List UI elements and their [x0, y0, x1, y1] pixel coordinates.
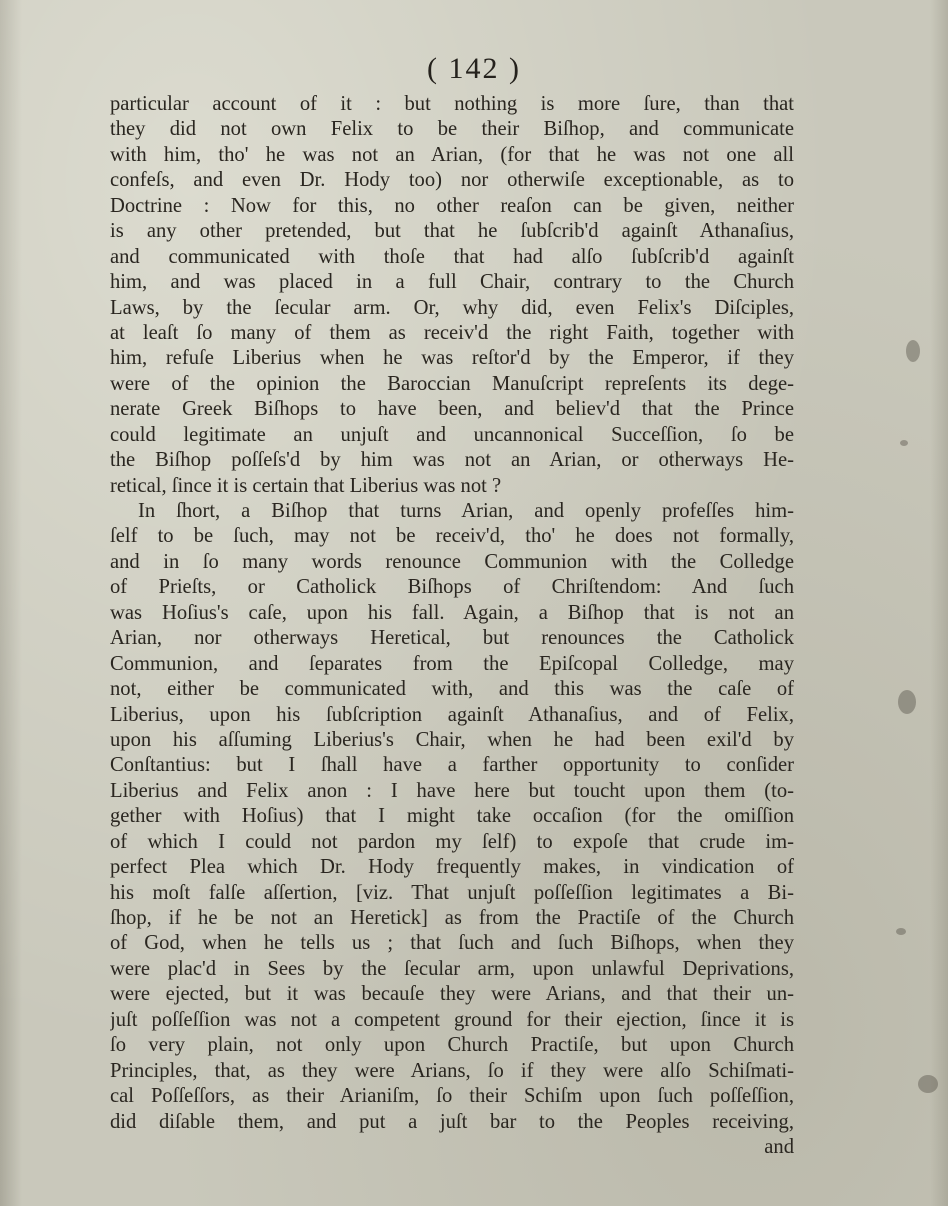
text-line: ſhop, if he be not an Heretick] as from the Practiſe of the Church [110, 907, 794, 929]
text-line: Communion, and ſeparates from the Epiſcopal Colledge, may [110, 652, 794, 675]
text-line: of Prieſts, or Catholick Biſhops of Chriſtendom: And ſuch [110, 576, 794, 599]
text-line: not, either be communicated with, and this was the caſe of [110, 678, 794, 701]
text-line: ſo very plain, not only upon Church Practiſe, but upon Church [110, 1034, 794, 1057]
text-line: Conſtantius: but I ſhall have a farther opportunity to conſider [110, 754, 794, 777]
text-line: they did not own Felix to be their Biſhop, and communicate [110, 118, 794, 141]
text-line: confeſs, and even Dr. Hody too) nor otherwiſe exceptionable, as to [110, 169, 794, 192]
text-line: and communicated with thoſe that had alſo ſubſcrib'd againſt [110, 245, 794, 268]
text-line: perfect Plea which Dr. Hody frequently makes, in vindication of [110, 856, 794, 879]
text-line: Principles, that, as they were Arians, ſo if they were alſo Schiſmati- [110, 1059, 794, 1082]
page-number: ( 142 ) [427, 52, 521, 85]
text-line: ſelf to be ſuch, may not be receiv'd, tho' he does not formally, [110, 525, 794, 548]
text-line: Arian, nor otherways Heretical, but renounces the Catholick [110, 627, 794, 650]
body-text [110, 92, 794, 1160]
catchword: and [764, 1135, 794, 1158]
text-line: at leaſt ſo many of them as receiv'd the right Faith, together with [110, 321, 794, 344]
text-line: nerate Greek Biſhops to have been, and believ'd that the Prince [110, 398, 794, 421]
text-line: Liberius, upon his ſubſcription againſt Athanaſius, and of Felix, [110, 703, 794, 726]
text-line: retical, ſince it is certain that Liberius was not ? [110, 474, 502, 497]
text-line: with him, tho' he was not an Arian, (for that he was not one all [110, 143, 794, 166]
text-line: was Hoſius's caſe, upon his fall. Again, a Biſhop that is not an [110, 601, 794, 624]
text-line: gether with Hoſius) that I might take occaſion (for the omiſſion [110, 805, 794, 828]
text-line: could legitimate an unjuſt and uncannonical Succeſſion, ſo be [110, 423, 794, 446]
ink-smudge [918, 1075, 938, 1093]
text-line: his moſt falſe aſſertion, [viz. That unjuſt poſſeſſion legitimates a Bi- [110, 881, 794, 904]
text-line: and in ſo many words renounce Communion with the Colledge [110, 550, 794, 573]
text-line: juſt poſſeſſion was not a competent ground for their ejection, ſince it is [110, 1008, 794, 1031]
ink-smudge [898, 690, 916, 714]
text-line: of God, when he tells us ; that ſuch and ſuch Biſhops, when they [110, 932, 794, 955]
text-line: In ſhort, a Biſhop that turns Arian, and openly profeſſes him- [138, 500, 794, 522]
text-line: were plac'd in Sees by the ſecular arm, upon unlawful Deprivations, [110, 957, 794, 980]
ink-smudge [900, 440, 908, 446]
text-line: Laws, by the ſecular arm. Or, why did, even Felix's Diſciples, [110, 296, 794, 319]
text-line: the Biſhop poſſeſs'd by him was not an Arian, or otherways He- [110, 449, 794, 472]
text-line: were of the opinion the Baroccian Manuſcript repreſents its dege- [110, 372, 794, 395]
ink-smudge [906, 340, 920, 362]
ink-smudge [896, 928, 906, 935]
text-line: Liberius and Felix anon : I have here but toucht upon them (to- [110, 779, 794, 802]
text-line: is any other pretended, but that he ſubſcrib'd againſt Athanaſius, [110, 220, 794, 243]
text-line: Doctrine : Now for this, no other reaſon can be given, neither [110, 194, 794, 217]
text-line: did diſable them, and put a juſt bar to the Peoples receiving, [110, 1110, 794, 1133]
text-line: cal Poſſeſſors, as their Arianiſm, ſo their Schiſm upon ſuch poſſeſſion, [110, 1085, 794, 1108]
text-line: him, refuſe Liberius when he was reſtor'd by the Emperor, if they [110, 347, 794, 370]
text-line: of which I could not pardon my ſelf) to expoſe that crude im- [110, 830, 794, 853]
text-line: him, and was placed in a full Chair, contrary to the Church [110, 271, 794, 294]
text-line: particular account of it : but nothing is more ſure, than that [110, 93, 794, 115]
text-line: were ejected, but it was becauſe they were Arians, and that their un- [110, 983, 794, 1006]
text-line: upon his aſſuming Liberius's Chair, when he had been exil'd by [110, 728, 794, 751]
